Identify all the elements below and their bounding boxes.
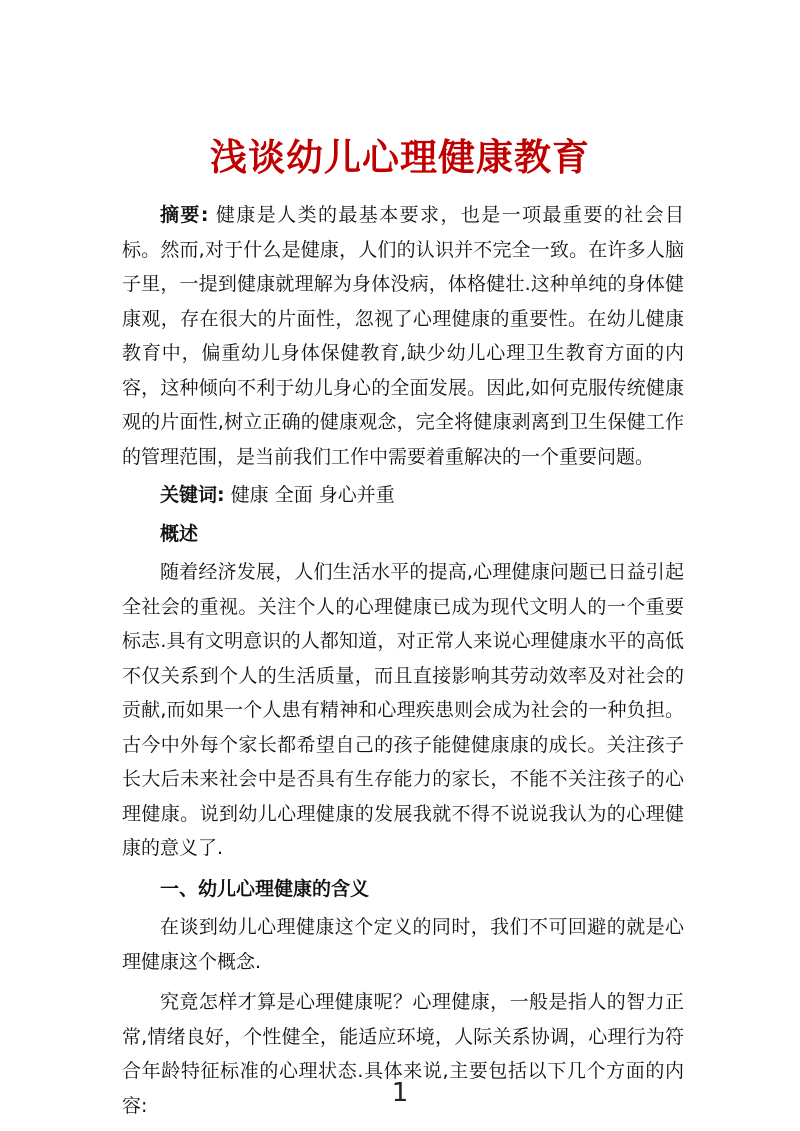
section1-paragraph-1: 在谈到幼儿心理健康这个定义的同时，我们不可回避的就是心理健康这个概念. [122,916,684,973]
keywords-label: 关键词: [160,484,225,506]
section1-paragraph-2: 究竟怎样才算是心理健康呢？心理健康，一般是指人的智力正常,情绪良好，个性健全，能适应环境，人际关系协调，心理行为符合年龄特征标准的心理状态.具体来说,主要包括以下几个方面的内容: [122,991,684,1117]
overview-heading: 概述 [160,522,199,545]
document-title: 浅谈幼儿心理健康教育 [210,136,590,179]
document-body [122,198,684,1129]
abstract-label: 摘要: [160,204,209,226]
page-number: 1 [391,1078,409,1108]
abstract-text: 健康是人类的最基本要求，也是一项最重要的社会目标。然而,对于什么是健康，人们的认识并不完全一致。在许多人脑子里，一提到健康就理解为身体没病，体格健壮.这种单纯的身体健康观，存在很大的片面性，忽视了心理健康的重要性。在幼儿健康教育中，偏重幼儿身体保健教育,缺少幼儿心理卫生教育方面的内容，这种倾向不利于幼儿身心的全面发展。因此,如何克服传统健康观的片面性,树立正确的健康观念，完全将健康剥离到卫生保健工作的管理范围，是当前我们工作中需要着重解决的一个重要问题。 [122,204,684,468]
section1-heading: 一、幼儿心理健康的含义 [160,877,370,900]
keywords-text: 健康 全面 身心并重 [224,484,395,506]
keywords-paragraph [122,478,684,513]
abstract-paragraph [122,198,684,474]
overview-paragraph: 随着经济发展，人们生活水平的提高,心理健康问题已日益引起全社会的重视。关注个人的心理健康已成为现代文明人的一个重要标志.具有文明意识的人都知道，对正常人来说心理健康水平的高低不仅关系到个人的生活质量，而且直接影响其劳动效率及对社会的贡献,而如果一个人患有精神和心理疾患则会成为社会的一种负担。古今中外每个家长都希望自己的孩子能健健康康的成长。关注孩子长大后未来社会中是否具有生存能力的家长，不能不关注孩子的心理健康。说到幼儿心理健康的发展我就不得不说说我认为的心理健康的意义了. [122,561,684,859]
